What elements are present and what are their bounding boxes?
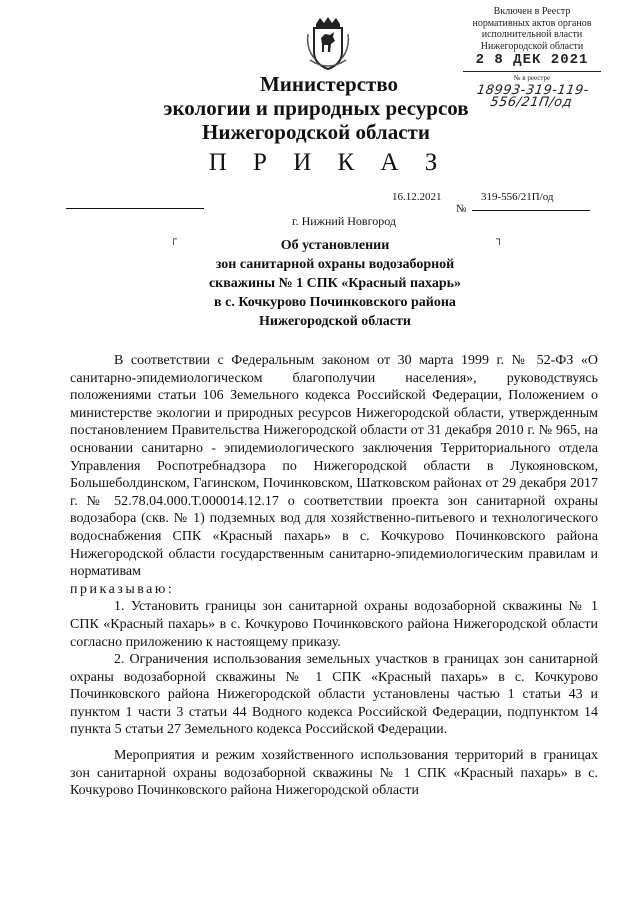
- stamp-reg-number: 18993-319-119-556/21П/од: [475, 83, 590, 110]
- stamp-reg-label: № в реестре: [463, 71, 601, 85]
- ministry-name: [160, 72, 472, 144]
- stamp-line-2: нормативных актов органов: [472, 17, 592, 29]
- title-line: Об установлении: [280, 238, 390, 253]
- stamp-date: 2 8 ДЕК 2021: [475, 52, 589, 68]
- corner-mark-right: ┐: [496, 234, 504, 245]
- order-item-1: 1. Установить границы зон санитарной охраны водозаборной скважины № 1 СПК «Красный пахарь» в с. Кочкурово Починковского района Нижегородской области согласно приложению к настоящему приказу.: [70, 599, 598, 650]
- number-underline: [472, 210, 590, 211]
- stamp-line-1: Включен в Реестр: [493, 6, 571, 17]
- title-line: Нижегородской области: [259, 314, 411, 329]
- title-line: зон санитарной охраны водозаборной: [215, 257, 455, 272]
- stamp-line-4: Нижегородской области: [480, 40, 584, 52]
- document-body: [70, 352, 598, 800]
- coat-of-arms-icon: [306, 14, 350, 72]
- ministry-line-1: Министерство: [259, 72, 399, 96]
- document-title: [170, 236, 500, 331]
- preamble-paragraph: В соответствии с Федеральным законом от 30 марта 1999 г. № 52-ФЗ «О санитарно-эпидемиологическом благополучии населения», руководствуясь положениями статьи 106 Земельного кодекса Российской Федерации, Положением о министерстве экологии и природных ресурсов Нижегородской области, утвержденным постановлением Правительства Нижегородской области от 31 декабря 2010 г. № 965, на основании санитарно - эпидемиологического заключения Территориального отдела Управления Роспотребнадзора по Нижегородской области в Лукояновском, Большеболдинском, Гагинском, Починковском, Шатковском районах от 29 декабря 2017 г. № 52.78.04.000.Т.000014.12.17 о соответствии проекта зон санитарной охраны водозабора (скв. № 1) подземных вод для хозяйственно-питьевого и технологического водоснабжения СПК «Красный пахарь» в с. Кочкурово Починковского района Нижегородской области государственным санитарно-эпидемиологическим правилам и нормативам: [70, 353, 598, 580]
- ministry-line-3: Нижегородской области: [202, 120, 430, 144]
- number-sign: №: [456, 203, 467, 215]
- document-number: 319-556/21П/од: [481, 191, 554, 203]
- order-item-2: 2. Ограничения использования земельных участков в границах зон санитарной охраны водозаборной скважины № 1 СПК «Красный пахарь» в с. Кочкурово Починковского района Нижегородской области установлены частью 1 статьи 43 и пунктом 1 части 3 статьи 44 Водного кодекса Российской Федерации, подпунктом 14 пункта 5 статьи 27 Земельного кодекса Российской Федерации.: [70, 652, 598, 738]
- title-line: скважины № 1 СПК «Красный пахарь»: [208, 276, 462, 291]
- document-date: 16.12.2021: [392, 191, 442, 203]
- date-underline: [66, 208, 204, 209]
- document-type: П Р И К А З: [208, 149, 448, 176]
- ministry-line-2: экологии и природных ресурсов: [163, 96, 469, 120]
- stamp-line-3: исполнительной власти: [481, 29, 583, 40]
- order-word: приказываю:: [70, 581, 175, 597]
- city: г. Нижний Новгород: [292, 214, 396, 228]
- registry-stamp: [457, 6, 607, 108]
- corner-mark-left: ┌: [170, 234, 178, 245]
- title-line: в с. Кочкурово Починковского района: [214, 295, 456, 310]
- final-paragraph: Мероприятия и режим хозяйственного использования территорий в границах зон санитарной охраны водозаборной скважины № 1 СПК «Красный пахарь» в с. Кочкурово Починковского района Нижегородской области: [70, 748, 598, 799]
